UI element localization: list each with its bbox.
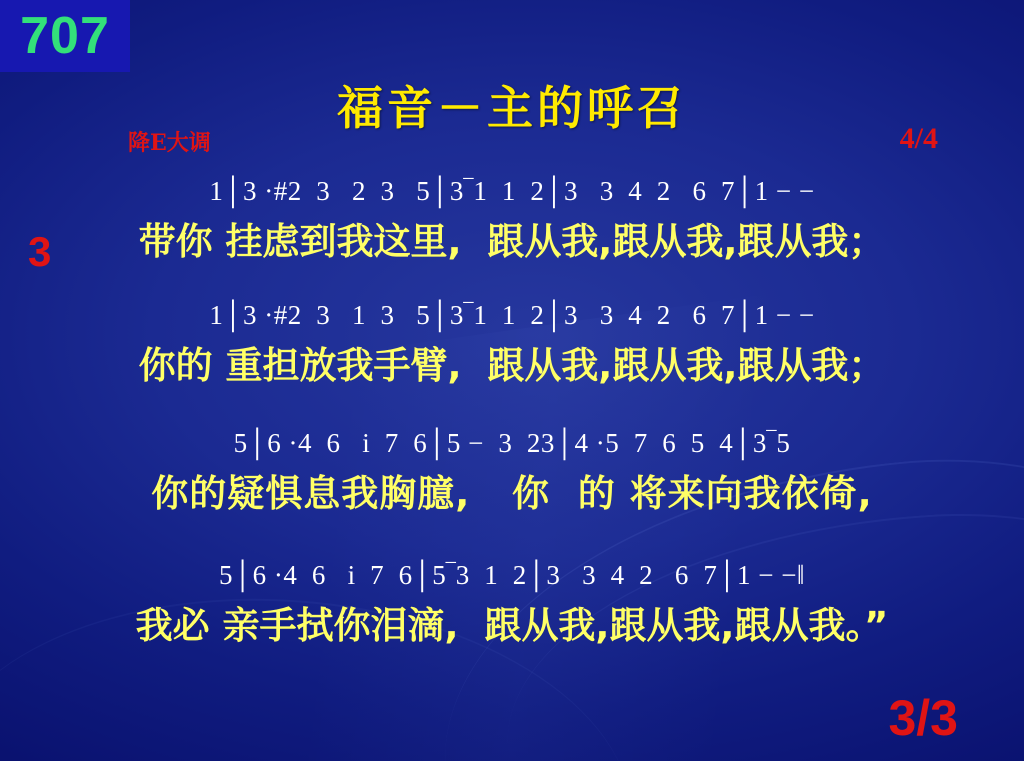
key-signature-label: 降E大调 bbox=[128, 130, 211, 156]
stanza-1 bbox=[0, 176, 1024, 265]
lyrics-line-1: 带你 挂虑到我这里, 跟从我,跟从我,跟从我； bbox=[138, 220, 886, 263]
stanza-4 bbox=[0, 560, 1024, 649]
notation-line-4: 5│6 ·4 6 i 7 6│5‾3 1 2│3 3 4 2 6 7│1 − −‖ bbox=[218, 560, 806, 590]
time-signature-label: 4/4 bbox=[899, 122, 938, 155]
hymn-number-badge: 707 bbox=[0, 0, 130, 72]
page-title: 福音－主的呼召 bbox=[337, 81, 687, 135]
notation-line-1: 1│3 ·#2 3 2 3 5│3‾1 1 2│3 3 4 2 6 7│1 − − bbox=[209, 176, 815, 206]
notation-line-2: 1│3 ·#2 3 1 3 5│3‾1 1 2│3 3 4 2 6 7│1 − − bbox=[209, 300, 815, 330]
notation-line-3: 5│6 ·4 6 i 7 6│5 − 3 23│4 ·5 7 6 5 4│3‾5 bbox=[233, 428, 791, 458]
stanza-3 bbox=[0, 428, 1024, 517]
lyrics-line-2: 你的 重担放我手臂, 跟从我,跟从我,跟从我； bbox=[138, 344, 886, 387]
page-indicator: 3/3 bbox=[888, 690, 958, 746]
verse-number-marker: 3 bbox=[28, 228, 52, 275]
lyrics-line-4: 我必 亲手拭你泪滴, 跟从我,跟从我,跟从我。” bbox=[135, 604, 889, 647]
lyrics-line-3: 你的疑惧息我胸臆, 你 的 将来向我依倚, bbox=[151, 472, 873, 515]
stanza-2 bbox=[0, 300, 1024, 389]
